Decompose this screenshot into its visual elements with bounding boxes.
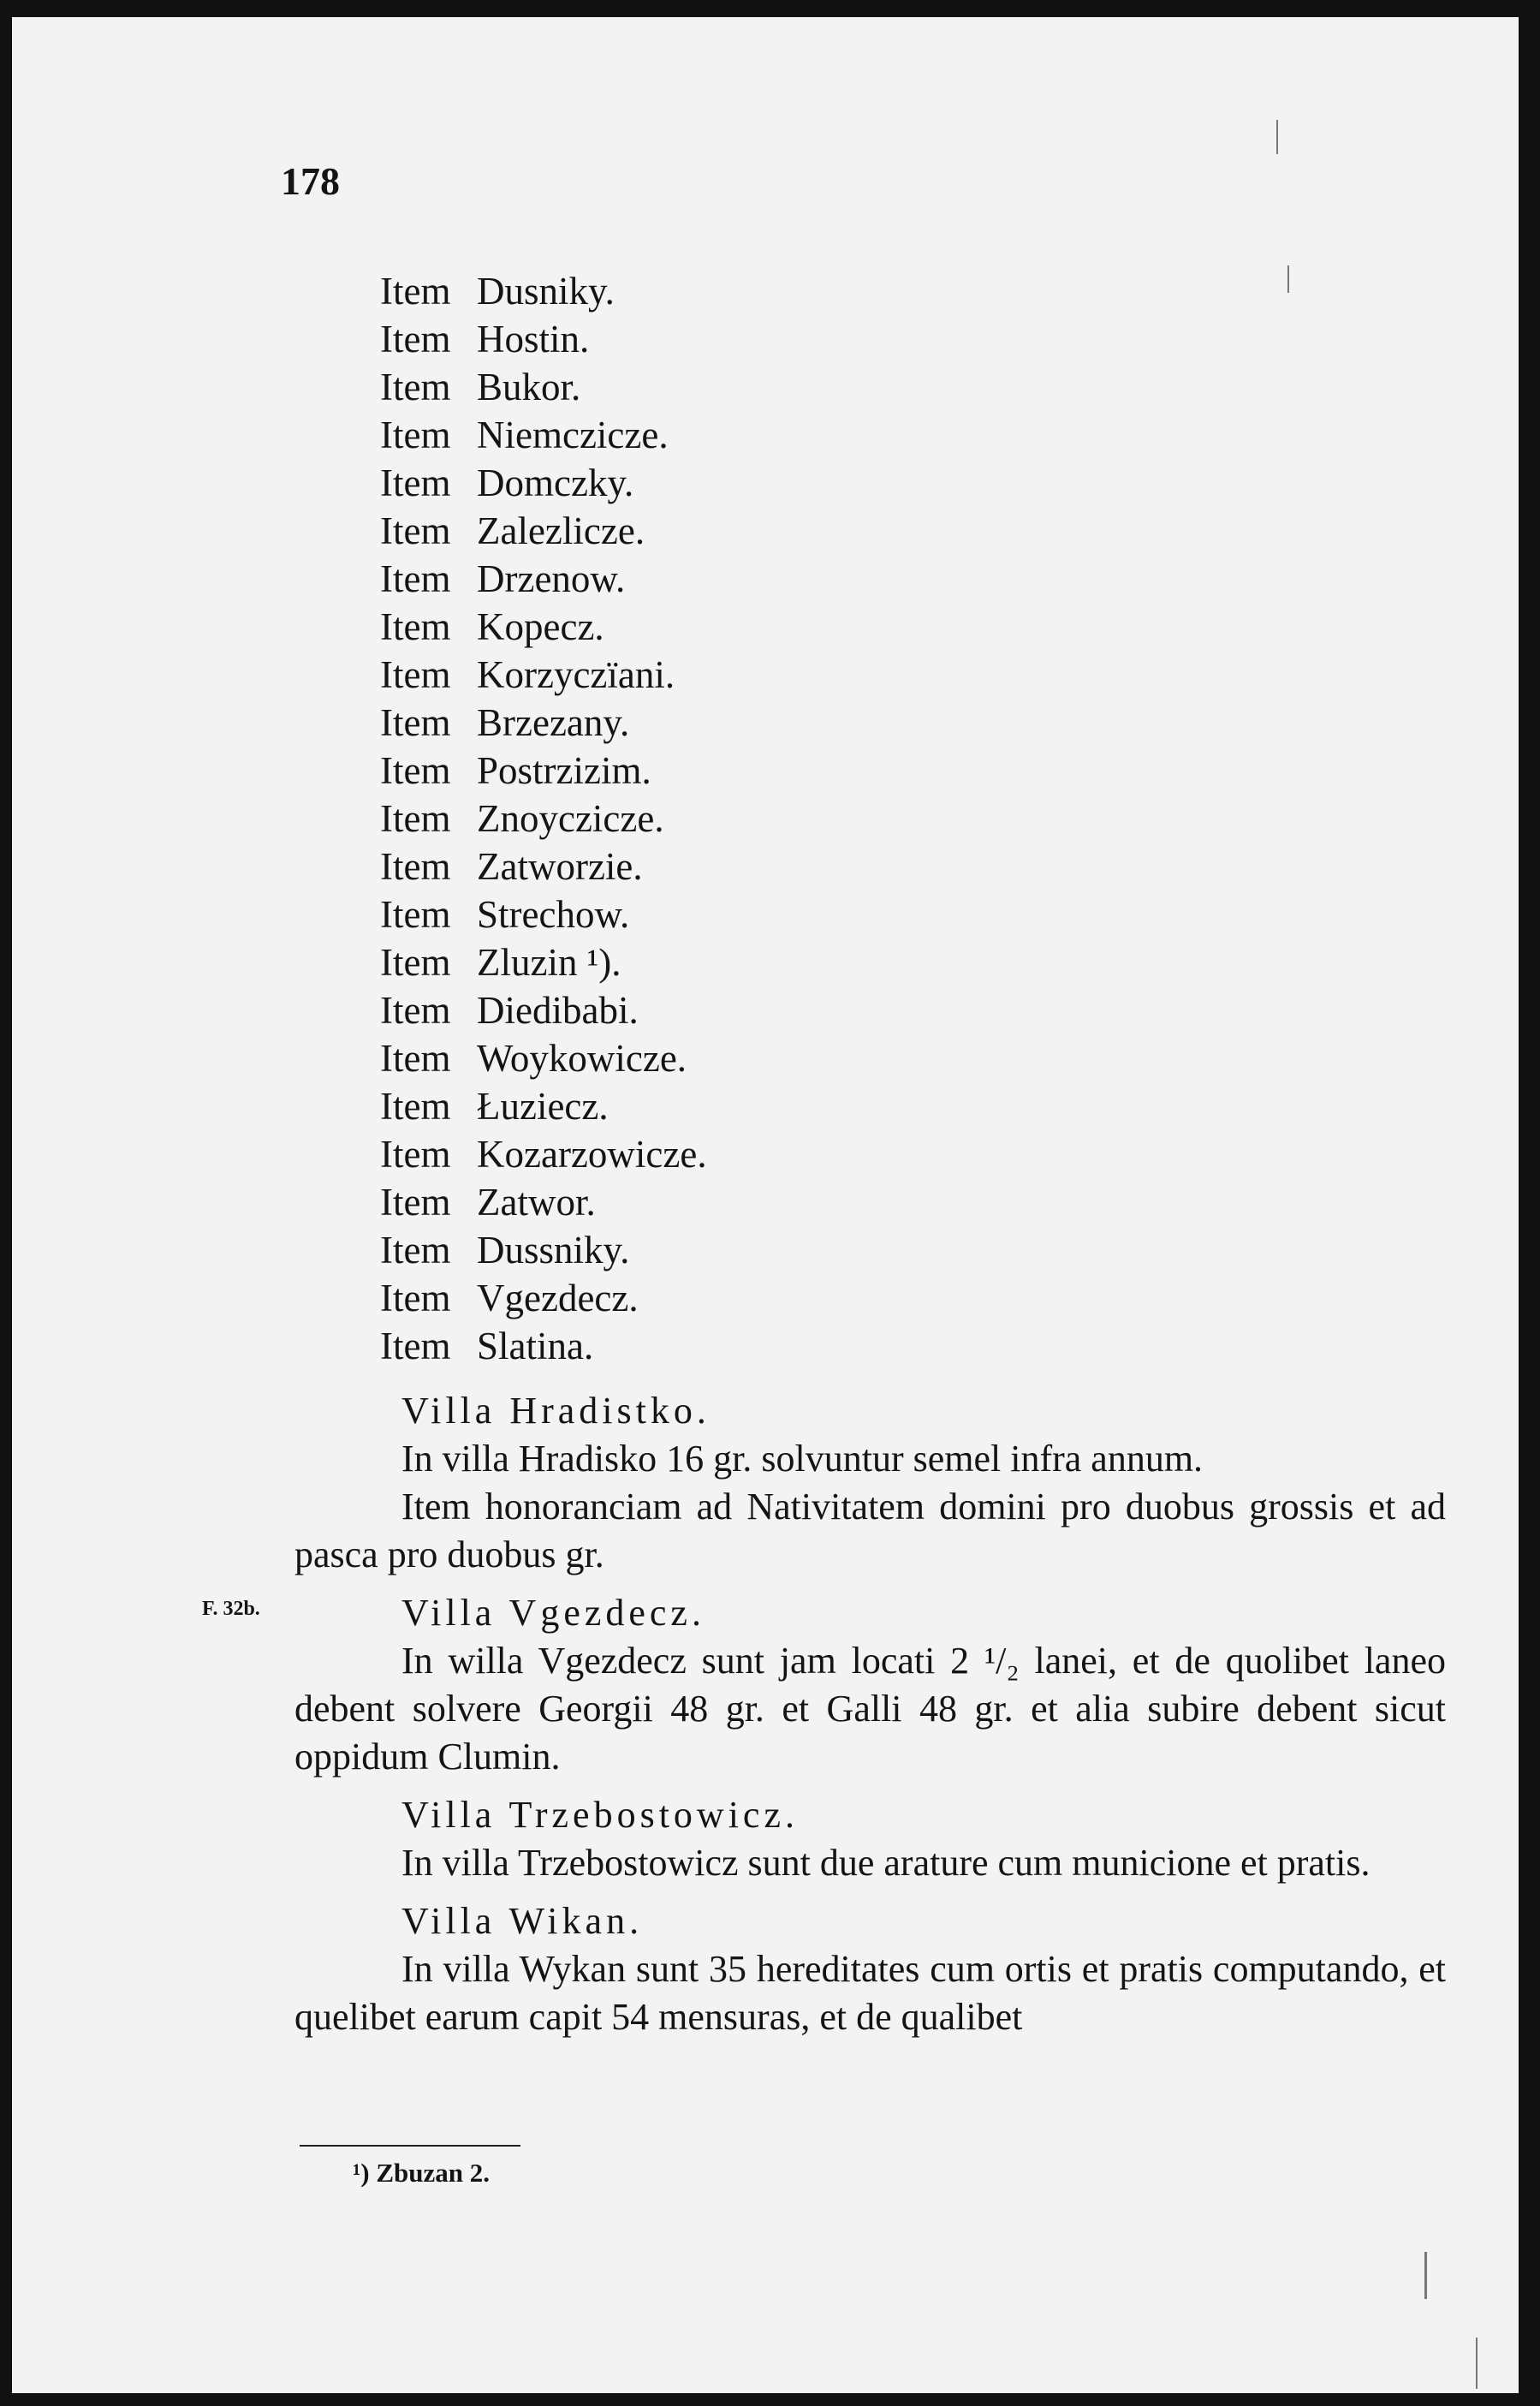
list-item: Item Zalezlicze. <box>380 509 645 552</box>
list-item: Item Diedibabi. <box>380 989 639 1032</box>
section-heading: Villa Vgezdecz. <box>401 1592 705 1634</box>
scan-speck <box>1287 265 1289 293</box>
page-number: 178 <box>281 159 340 203</box>
list-item: Item Bukor. <box>380 366 581 408</box>
footnote-rule <box>300 2145 520 2147</box>
footnote: ¹) Zbuzan 2. <box>353 2158 491 2188</box>
list-item: Item Zatwor. <box>380 1181 596 1224</box>
paragraph: Item honoranciam ad Nativitatem domini pro duobus grossis et ad pasca pro duobus gr. <box>294 1486 1446 1575</box>
document-page <box>12 17 1519 2393</box>
list-item: Item Dusniky. <box>380 270 615 313</box>
list-item: Item Zatworzie. <box>380 845 643 888</box>
list-item: Item Brzezany. <box>380 701 630 744</box>
margin-note: F. 32b. <box>202 1598 260 1620</box>
list-item: Item Postrzizim. <box>380 749 651 792</box>
section-heading: Villa Trzebostowicz. <box>401 1794 799 1836</box>
paragraph: In villa Trzebostowicz sunt due arature cum municione et pratis. <box>401 1842 1371 1884</box>
list-item: Item Korzyczïani. <box>380 653 675 696</box>
paragraph: In villa Hradisko 16 gr. solvuntur semel infra annum. <box>401 1438 1204 1480</box>
list-item: Item Slatina. <box>380 1325 594 1367</box>
list-item: Item Kozarzowicze. <box>380 1133 707 1176</box>
list-item: Item Niemczicze. <box>380 414 669 456</box>
list-item: Item Woykowicze. <box>380 1037 687 1080</box>
list-item: Item Kopecz. <box>380 605 604 648</box>
scan-speck <box>1476 2338 1478 2389</box>
list-item: Item Hostin. <box>380 318 590 360</box>
list-item: Item Znoyczicze. <box>380 797 664 840</box>
list-item: Item Dussniky. <box>380 1229 630 1271</box>
list-item: Item Łuziecz. <box>380 1085 609 1128</box>
paragraph: In willa Vgezdecz sunt jam locati 2 ¹/₂ lanei, et de quolibet laneo debent solvere Georgii 48 gr. et Galli 48 gr. et alia subire debent sicut oppidum Clumin. <box>294 1640 1446 1778</box>
list-item: Item Domczky. <box>380 462 634 504</box>
document-body <box>294 1387 1446 2041</box>
section-heading: Villa Hradistko. <box>401 1390 711 1432</box>
scan-speck <box>1276 120 1278 154</box>
list-item: Item Drzenow. <box>380 557 626 600</box>
list-item: Item Strechow. <box>380 893 630 936</box>
scan-speck <box>1424 2252 1427 2299</box>
item-list <box>380 267 707 1370</box>
list-item: Item Zluzin ¹). <box>380 941 621 984</box>
section-heading: Villa Wikan. <box>401 1900 644 1942</box>
paragraph: In villa Wykan sunt 35 hereditates cum ortis et pratis computando, et quelibet earum capit 54 mensuras, et de qualibet <box>294 1948 1446 2038</box>
list-item: Item Vgezdecz. <box>380 1277 639 1319</box>
